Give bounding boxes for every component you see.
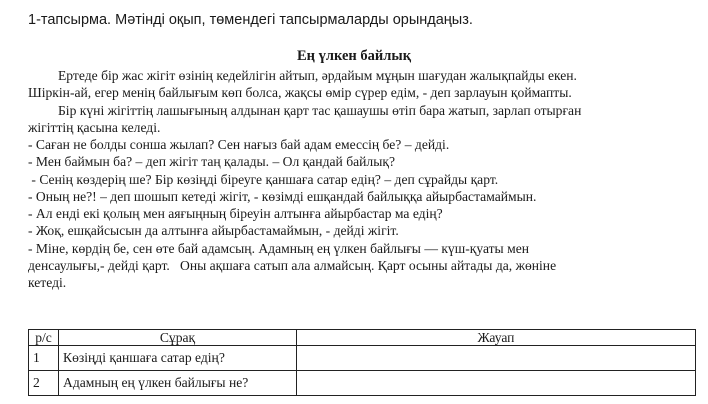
row-question: Көзіңді қаншаға сатар едің? xyxy=(59,346,297,371)
header-answer: Жауап xyxy=(297,330,696,346)
row-answer[interactable] xyxy=(297,346,696,371)
header-question: Сұрақ xyxy=(59,330,297,346)
story-line: - Оның не?! – деп шошып кетеді жігіт, - көзімді ешқандай байлыққа айырбастамаймын. xyxy=(28,188,537,204)
story-line: жігіттің қасына келеді. xyxy=(28,119,161,135)
story-line: Ертеде бір жас жігіт өзінің кедейлігін айтып, әрдайым мұңын шағудан жалықпайды екен. xyxy=(58,68,577,83)
row-answer[interactable] xyxy=(297,371,696,396)
story-line: Шіркін-ай, егер менің байлығым көп болса, жақсы өмір сүрер едім, - деп зарлауын қоймапты. xyxy=(28,85,572,101)
story-line: денсаулығы,- дейді қарт. Оны ақшаға сатып ала алмайсың. Қарт осыны айтады да, жөніне xyxy=(28,257,557,273)
qa-table xyxy=(28,329,696,396)
story-line: - Міне, көрдің бе, сен өте бай адамсың. Адамның ең үлкен байлығы — күш-қуаты мен xyxy=(28,240,530,256)
row-number: 2 xyxy=(29,371,59,396)
story-line: - Жоқ, ешқайсысын да алтынға айырбастамаймын, - дейді жігіт. xyxy=(28,223,399,239)
story-line: - Мен баймын ба? – деп жігіт таң қалады. – Ол қандай байлық? xyxy=(28,154,395,170)
table-header-row xyxy=(29,330,696,346)
story-text xyxy=(28,67,696,291)
story-line: - Ал енді екі қолың мен аяғыңның біреуін алтынға айырбастар ма едің? xyxy=(28,206,443,221)
header-number: р/с xyxy=(29,330,59,346)
table-row xyxy=(29,346,696,371)
row-number: 1 xyxy=(29,346,59,371)
story-line: кетеді. xyxy=(28,275,67,290)
story-title: Ең үлкен байлық xyxy=(296,48,412,64)
story-line: - Сенің көздерің ше? Бір көзіңді біреуге қаншаға сатар едің? – деп сұрайды қарт. xyxy=(28,171,499,187)
table-row xyxy=(29,371,696,396)
row-question: Адамның ең үлкен байлығы не? xyxy=(59,371,297,396)
task-heading: 1-тапсырма. Мәтінді оқып, төмендегі тапсырмаларды орындаңыз. xyxy=(28,12,473,28)
story-line: - Саған не болды сонша жылап? Сен нағыз бай адам емессің бе? – дейді. xyxy=(28,137,450,152)
story-line: Бір күні жігіттің лашығының алдынан қарт тас қашаушы өтіп бара жатып, зарлап отырған xyxy=(58,102,582,118)
